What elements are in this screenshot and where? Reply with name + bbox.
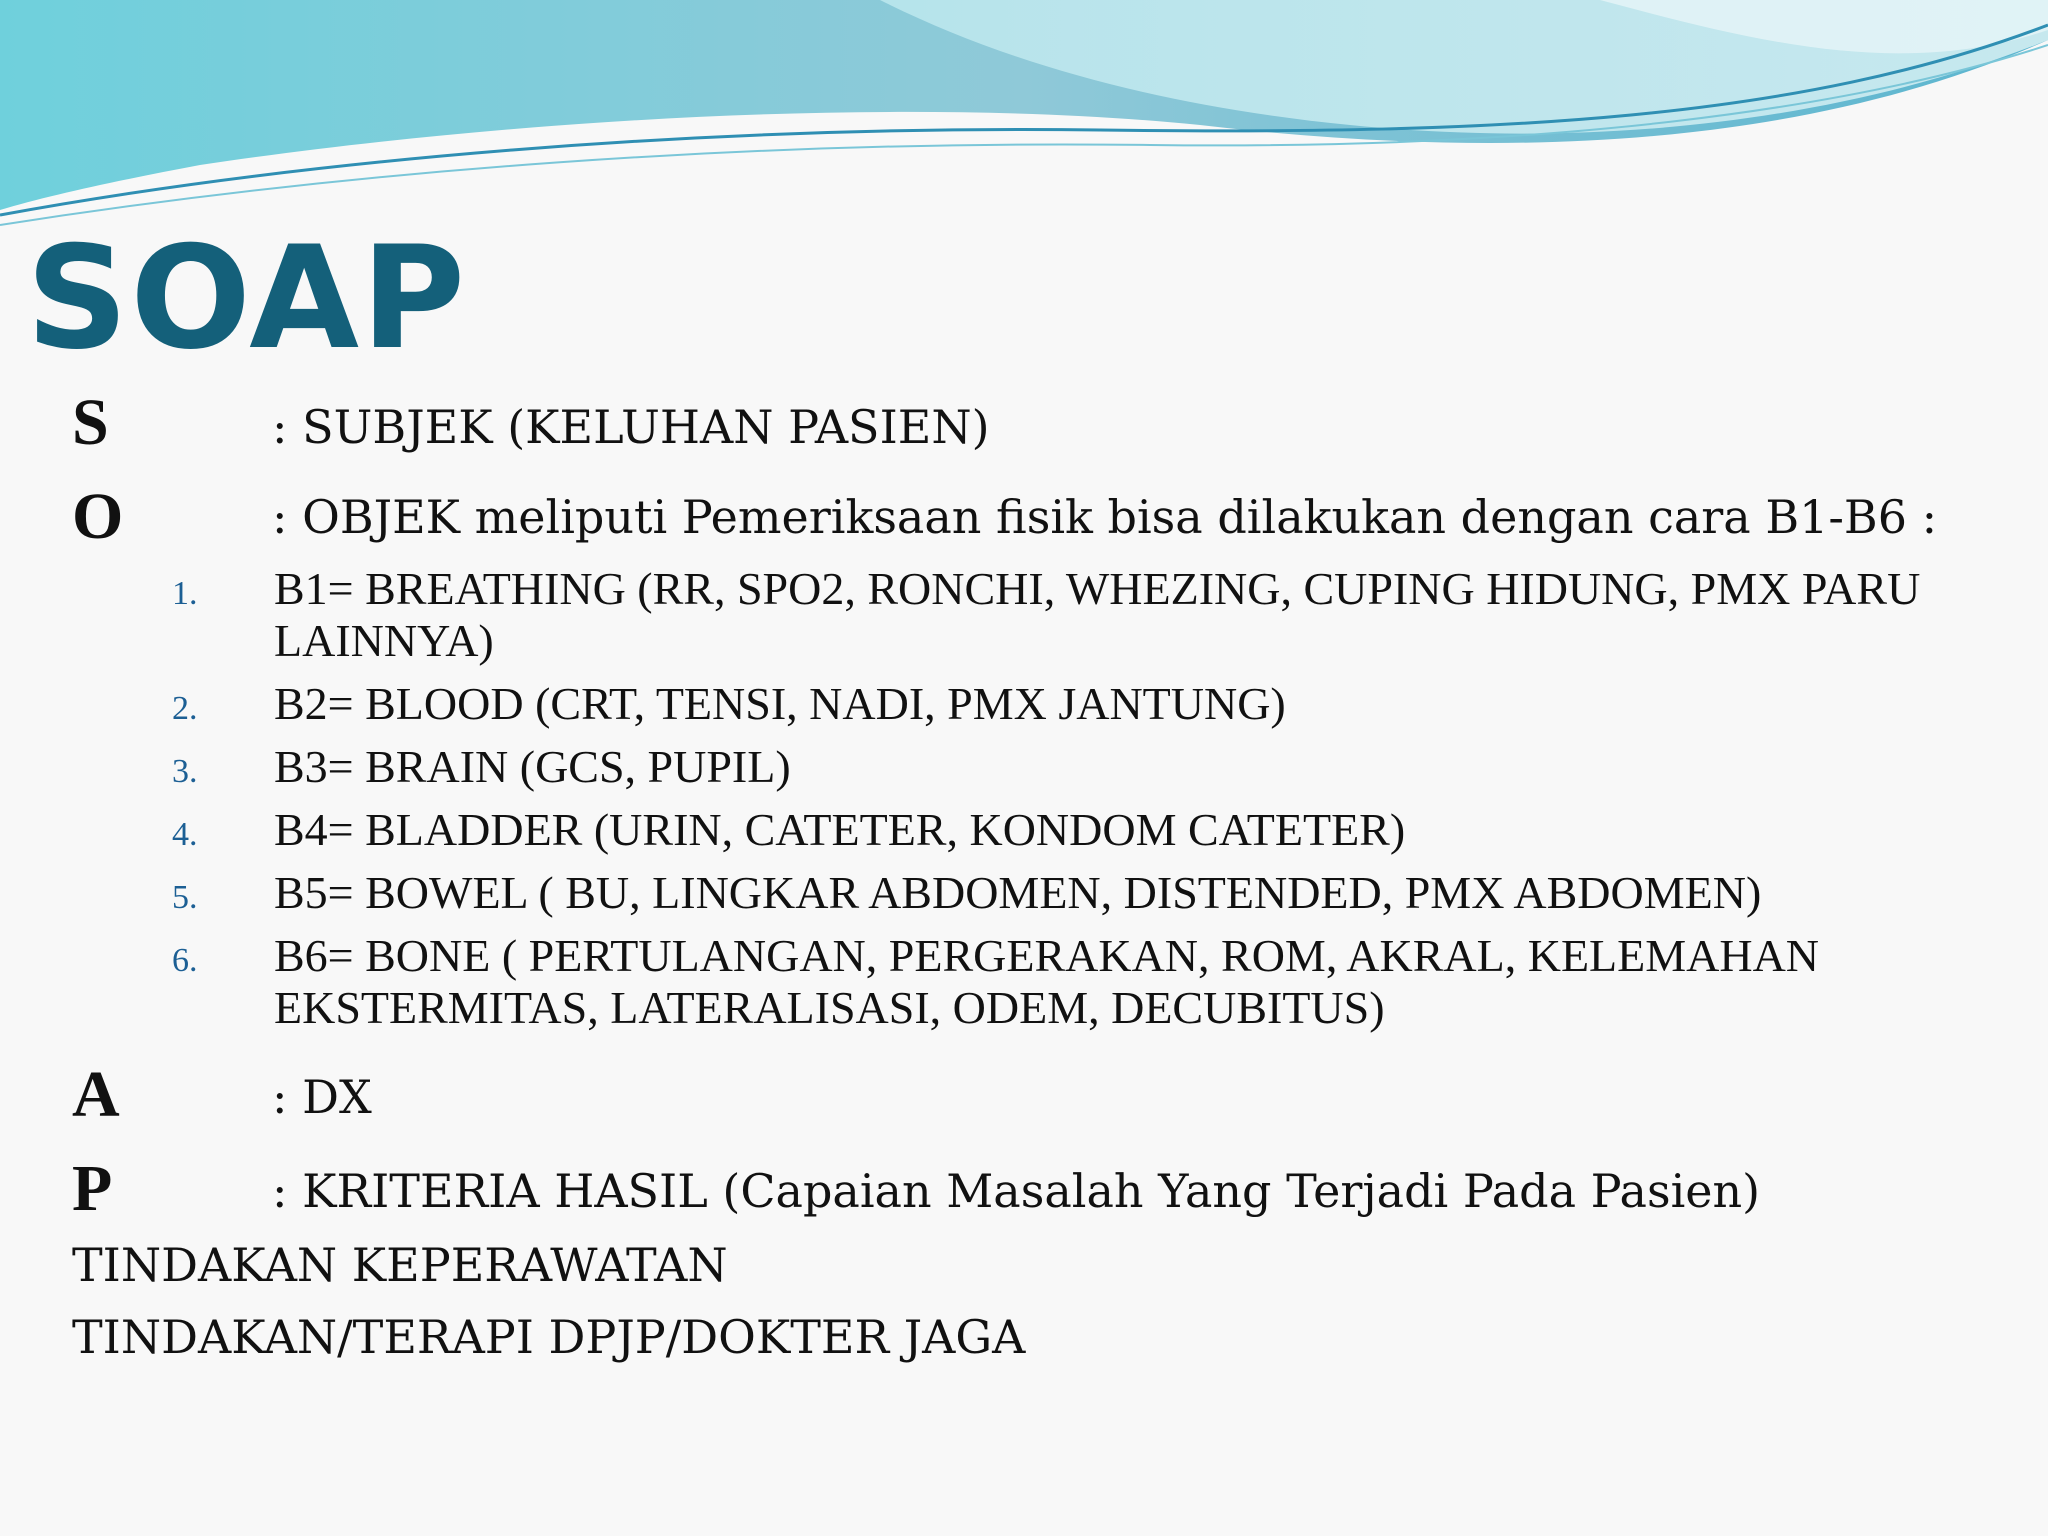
list-number: 5. — [172, 879, 198, 916]
list-number: 1. — [172, 575, 198, 612]
section-text: : SUBJEK (KELUHAN PASIEN) — [272, 400, 990, 454]
list-text: B2= BLOOD (CRT, TENSI, NADI, PMX JANTUNG) — [274, 678, 1286, 729]
section-text: : OBJEK meliputi Pemeriksaan fisik bisa dilakukan dengan cara B1-B6 : — [272, 490, 1938, 544]
list-text: B4= BLADDER (URIN, CATETER, KONDOM CATETER) — [274, 804, 1406, 855]
list-number: 6. — [172, 942, 198, 979]
list-text: B5= BOWEL ( BU, LINGKAR ABDOMEN, DISTENDED, PMX ABDOMEN) — [274, 867, 1762, 918]
footer-line-terapi: TINDAKAN/TERAPI DPJP/DOKTER JAGA — [72, 1310, 1026, 1364]
section-letter: S — [72, 386, 109, 459]
list-text: B1= BREATHING (RR, SPO2, RONCHI, WHEZING, CUPING HIDUNG, PMX PARU LAINNYA) — [274, 563, 1921, 666]
section-letter: O — [72, 480, 124, 553]
section-text: : DX — [272, 1070, 372, 1124]
list-number: 2. — [172, 690, 198, 727]
list-number: 4. — [172, 816, 198, 853]
section-letter: A — [72, 1058, 120, 1131]
list-text: B3= BRAIN (GCS, PUPIL) — [274, 741, 791, 792]
slide-title: SOAP — [26, 216, 468, 381]
footer-line-keperawatan: TINDAKAN KEPERAWATAN — [72, 1238, 728, 1292]
list-number: 3. — [172, 753, 198, 790]
list-text: B6= BONE ( PERTULANGAN, PERGERAKAN, ROM, AKRAL, KELEMAHAN EKSTERMITAS, LATERALISASI, ODEM, DECUBITUS) — [274, 930, 1820, 1033]
section-letter: P — [72, 1152, 113, 1225]
section-text: : KRITERIA HASIL (Capaian Masalah Yang Terjadi Pada Pasien) — [272, 1164, 1761, 1218]
